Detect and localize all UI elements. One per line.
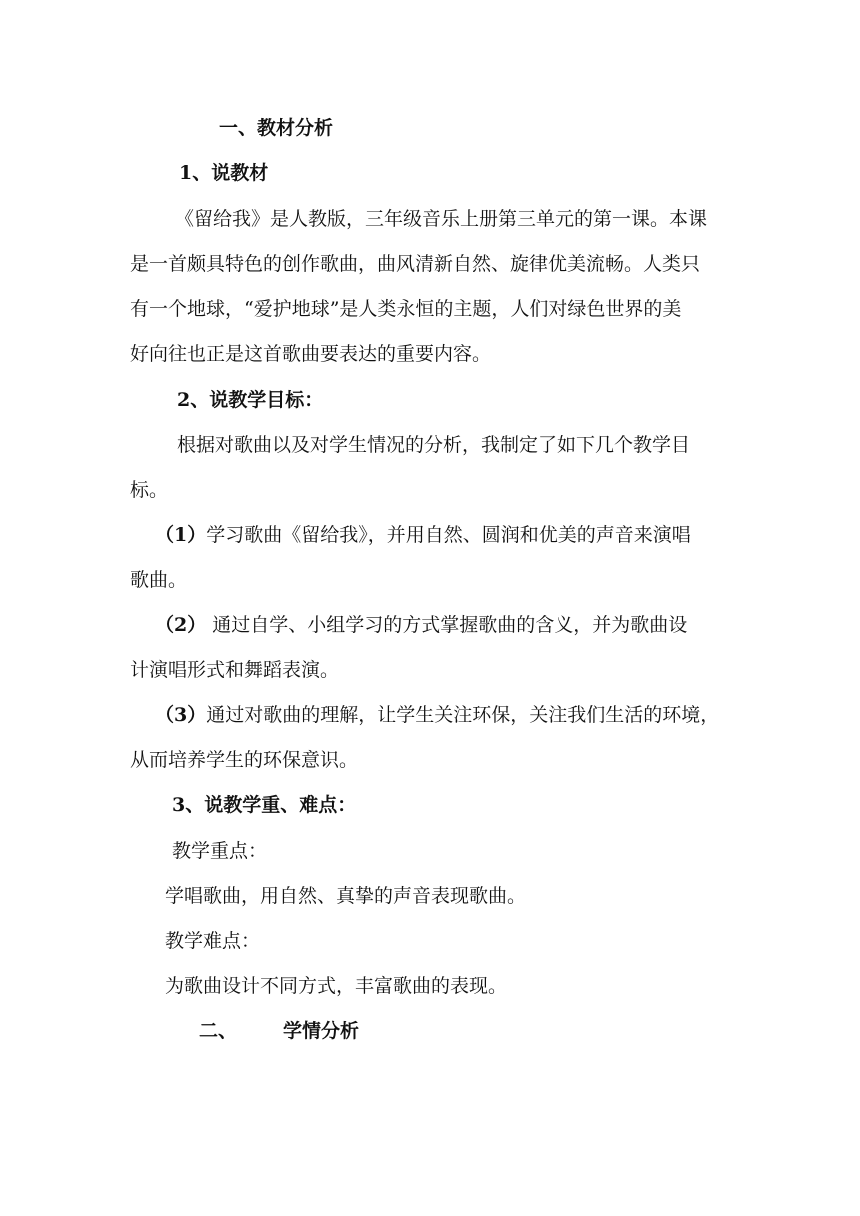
para-line: 根据对歌曲以及对学生情况的分析，我制定了如下几个教学目 <box>177 434 691 456</box>
para-line: 《留给我》是人教版，三年级音乐上册第三单元的第一课。本课 <box>175 208 708 230</box>
subsection-2-heading: 2、说教学目标： <box>177 389 324 411</box>
goal-text: 通过对歌曲的理解，让学生关注环保，关注我们生活的环境， <box>206 704 720 726</box>
para-line: 标。 <box>130 479 169 501</box>
goal-number: （3） <box>155 704 207 726</box>
key-point-label: 教学重点： <box>172 840 268 862</box>
goal-text: 通过自学、小组学习的方式掌握歌曲的含义，并为歌曲设 <box>206 614 688 636</box>
goal-number: （1） <box>155 524 207 546</box>
difficulty-label: 教学难点： <box>165 930 261 952</box>
goal-1-line <box>155 522 730 548</box>
goal-2-line <box>155 612 730 638</box>
para-line: 是一首颇具特色的创作歌曲，曲风清新自然、旋律优美流畅。人类只 <box>130 253 701 275</box>
goal-1-continuation: 歌曲。 <box>130 569 188 591</box>
goal-3-continuation: 从而培养学生的环保意识。 <box>130 749 359 771</box>
key-point-text: 学唱歌曲，用自然、真挚的声音表现歌曲。 <box>165 885 527 907</box>
para-line: 有一个地球，“爱护地球”是人类永恒的主题，人们对绿色世界的美 <box>130 298 682 320</box>
section-title-text: 学情分析 <box>283 1020 360 1042</box>
goal-number: （2） <box>155 614 207 636</box>
section-1-title: 一、教材分析 <box>219 117 334 139</box>
difficulty-text: 为歌曲设计不同方式，丰富歌曲的表现。 <box>165 975 508 997</box>
section-number: 二、 <box>199 1020 238 1042</box>
goal-3-line <box>155 702 730 728</box>
section-2-title <box>199 1018 359 1044</box>
goal-text: 学习歌曲《留给我》，并用自然、圆润和优美的声音来演唱 <box>206 524 691 546</box>
goal-2-continuation: 计演唱形式和舞蹈表演。 <box>130 659 340 681</box>
para-line: 好向往也正是这首歌曲要表达的重要内容。 <box>130 343 492 365</box>
subsection-1-heading: 1、说教材 <box>179 162 269 184</box>
subsection-3-heading: 3、说教学重、难点： <box>172 794 357 816</box>
